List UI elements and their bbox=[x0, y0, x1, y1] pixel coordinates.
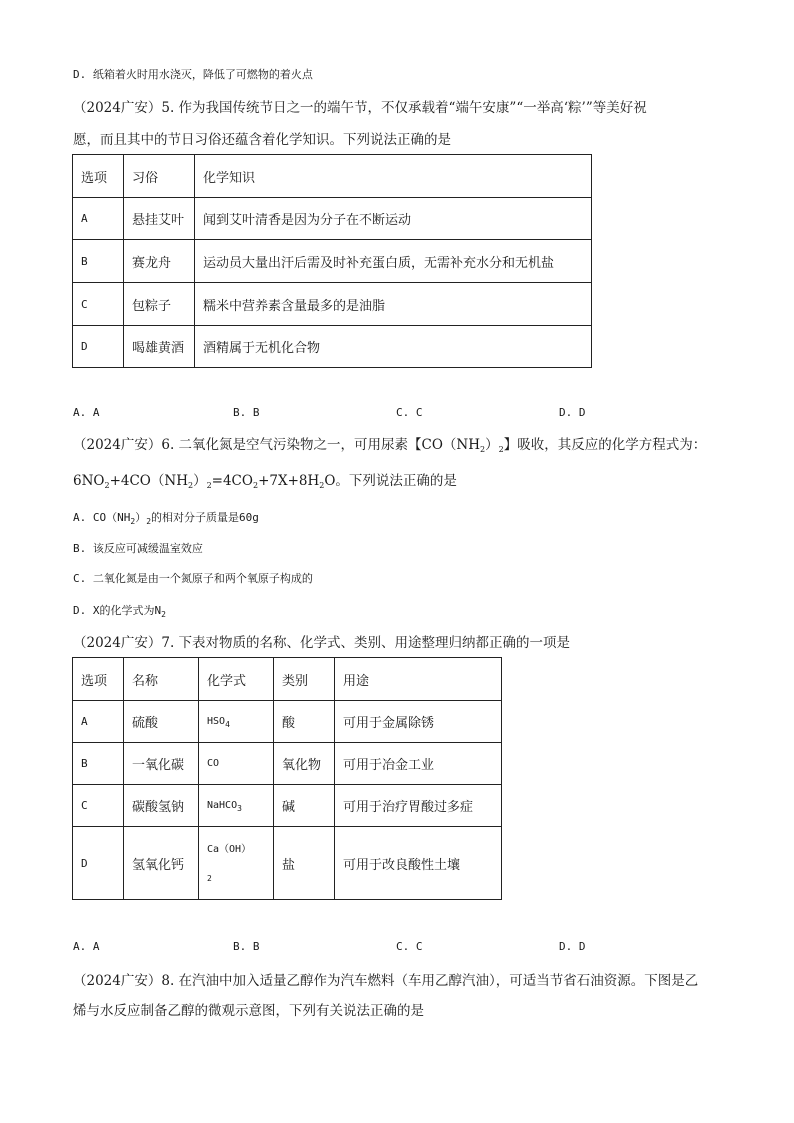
table-header-cell: 选项 bbox=[73, 155, 124, 198]
table-row bbox=[73, 785, 502, 827]
table-header-cell: 习俗 bbox=[124, 155, 195, 198]
table-cell: 赛龙舟 bbox=[124, 240, 195, 283]
table-row bbox=[73, 240, 592, 283]
q5-stem-line1: （2024广安）5. 作为我国传统节日之一的端午节，不仅承载着“端午安康”“一举高‘粽’”等美好祝 bbox=[73, 100, 647, 116]
table-header-row bbox=[73, 155, 592, 198]
table-cell: 闻到艾叶清香是因为分子在不断运动 bbox=[195, 198, 592, 240]
table-header-cell: 用途 bbox=[335, 658, 502, 701]
q6-option-b: B. 该反应可减缓温室效应 bbox=[73, 542, 203, 555]
table-cell: B bbox=[73, 240, 124, 283]
table-cell: 可用于治疗胃酸过多症 bbox=[335, 785, 502, 827]
table-row bbox=[73, 326, 592, 368]
q5-stem-line2: 愿，而且其中的节日习俗还蕴含着化学知识。下列说法正确的是 bbox=[73, 132, 451, 148]
table-cell: CO bbox=[199, 743, 274, 785]
table-cell: C bbox=[73, 283, 124, 326]
q6-option-d: D. X的化学式为$N_2$ bbox=[73, 604, 166, 619]
table-cell: 酒精属于无机化合物 bbox=[195, 326, 592, 368]
q4-option-d: D. 纸箱着火时用水浇灭，降低了可燃物的着火点 bbox=[73, 68, 313, 81]
q6-equation: $6NO_2+4CO(NH_2)_2=4CO_2+7X+8H_2O$。下列说法正确的是 bbox=[73, 473, 457, 490]
table-cell: 包粽子 bbox=[124, 283, 195, 326]
q5-table bbox=[72, 154, 592, 368]
q7-answer-choices bbox=[73, 940, 633, 958]
choice-d: D. D bbox=[559, 406, 586, 419]
q6-option-a: A. $CO(NH_2)_2$的相对分子质量是60g bbox=[73, 511, 259, 526]
table-row bbox=[73, 743, 502, 785]
table-cell: 硫酸 bbox=[124, 701, 199, 743]
table-cell: 糯米中营养素含量最多的是油脂 bbox=[195, 283, 592, 326]
choice-c: C. C bbox=[396, 406, 423, 419]
table-cell: NaHCO$_3$ bbox=[199, 785, 274, 827]
q5-answer-choices bbox=[73, 406, 633, 424]
table-cell: 碳酸氢钠 bbox=[124, 785, 199, 827]
choice-b: B. B bbox=[233, 940, 260, 953]
q6-stem-line1: （2024广安）6. 二氧化氮是空气污染物之一，可用尿素【$CO(NH_2)_2$】吸收，其反应的化学方程式为： bbox=[73, 437, 707, 454]
table-cell: 可用于金属除锈 bbox=[335, 701, 502, 743]
q7-stem: （2024广安）7. 下表对物质的名称、化学式、类别、用途整理归纳都正确的一项是 bbox=[73, 635, 571, 651]
table-row bbox=[73, 283, 592, 326]
table-header-cell: 化学知识 bbox=[195, 155, 592, 198]
table-cell: 一氧化碳 bbox=[124, 743, 199, 785]
choice-d: D. D bbox=[559, 940, 586, 953]
q6-option-c: C. 二氧化氮是由一个氮原子和两个氧原子构成的 bbox=[73, 572, 313, 585]
table-cell: 氧化物 bbox=[274, 743, 335, 785]
table-cell: 运动员大量出汗后需及时补充蛋白质，无需补充水分和无机盐 bbox=[195, 240, 592, 283]
table-cell: Ca（OH） $_2$ bbox=[199, 827, 274, 900]
table-cell: 喝雄黄酒 bbox=[124, 326, 195, 368]
table-cell: 可用于改良酸性土壤 bbox=[335, 827, 502, 900]
table-cell: 盐 bbox=[274, 827, 335, 900]
table-cell: C bbox=[73, 785, 124, 827]
q7-table bbox=[72, 657, 502, 900]
choice-a: A. A bbox=[73, 940, 100, 953]
table-cell: 悬挂艾叶 bbox=[124, 198, 195, 240]
table-row bbox=[73, 701, 502, 743]
table-cell: B bbox=[73, 743, 124, 785]
table-header-row bbox=[73, 658, 502, 701]
table-row bbox=[73, 198, 592, 240]
table-cell: $HSO_4$ bbox=[199, 701, 274, 743]
table-header-cell: 名称 bbox=[124, 658, 199, 701]
choice-c: C. C bbox=[396, 940, 423, 953]
table-cell: D bbox=[73, 326, 124, 368]
table-cell: 碱 bbox=[274, 785, 335, 827]
table-header-cell: 化学式 bbox=[199, 658, 274, 701]
table-header-cell: 类别 bbox=[274, 658, 335, 701]
table-cell: 酸 bbox=[274, 701, 335, 743]
table-cell: 可用于冶金工业 bbox=[335, 743, 502, 785]
q8-stem-line2: 烯与水反应制备乙醇的微观示意图，下列有关说法正确的是 bbox=[73, 1003, 424, 1019]
choice-a: A. A bbox=[73, 406, 100, 419]
table-cell: D bbox=[73, 827, 124, 900]
table-row bbox=[73, 827, 502, 900]
table-cell: A bbox=[73, 701, 124, 743]
table-header-cell: 选项 bbox=[73, 658, 124, 701]
table-cell: 氢氧化钙 bbox=[124, 827, 199, 900]
choice-b: B. B bbox=[233, 406, 260, 419]
q8-stem-line1: （2024广安）8. 在汽油中加入适量乙醇作为汽车燃料（车用乙醇汽油），可适当节省石油资源。下图是乙 bbox=[73, 973, 699, 989]
table-cell: A bbox=[73, 198, 124, 240]
